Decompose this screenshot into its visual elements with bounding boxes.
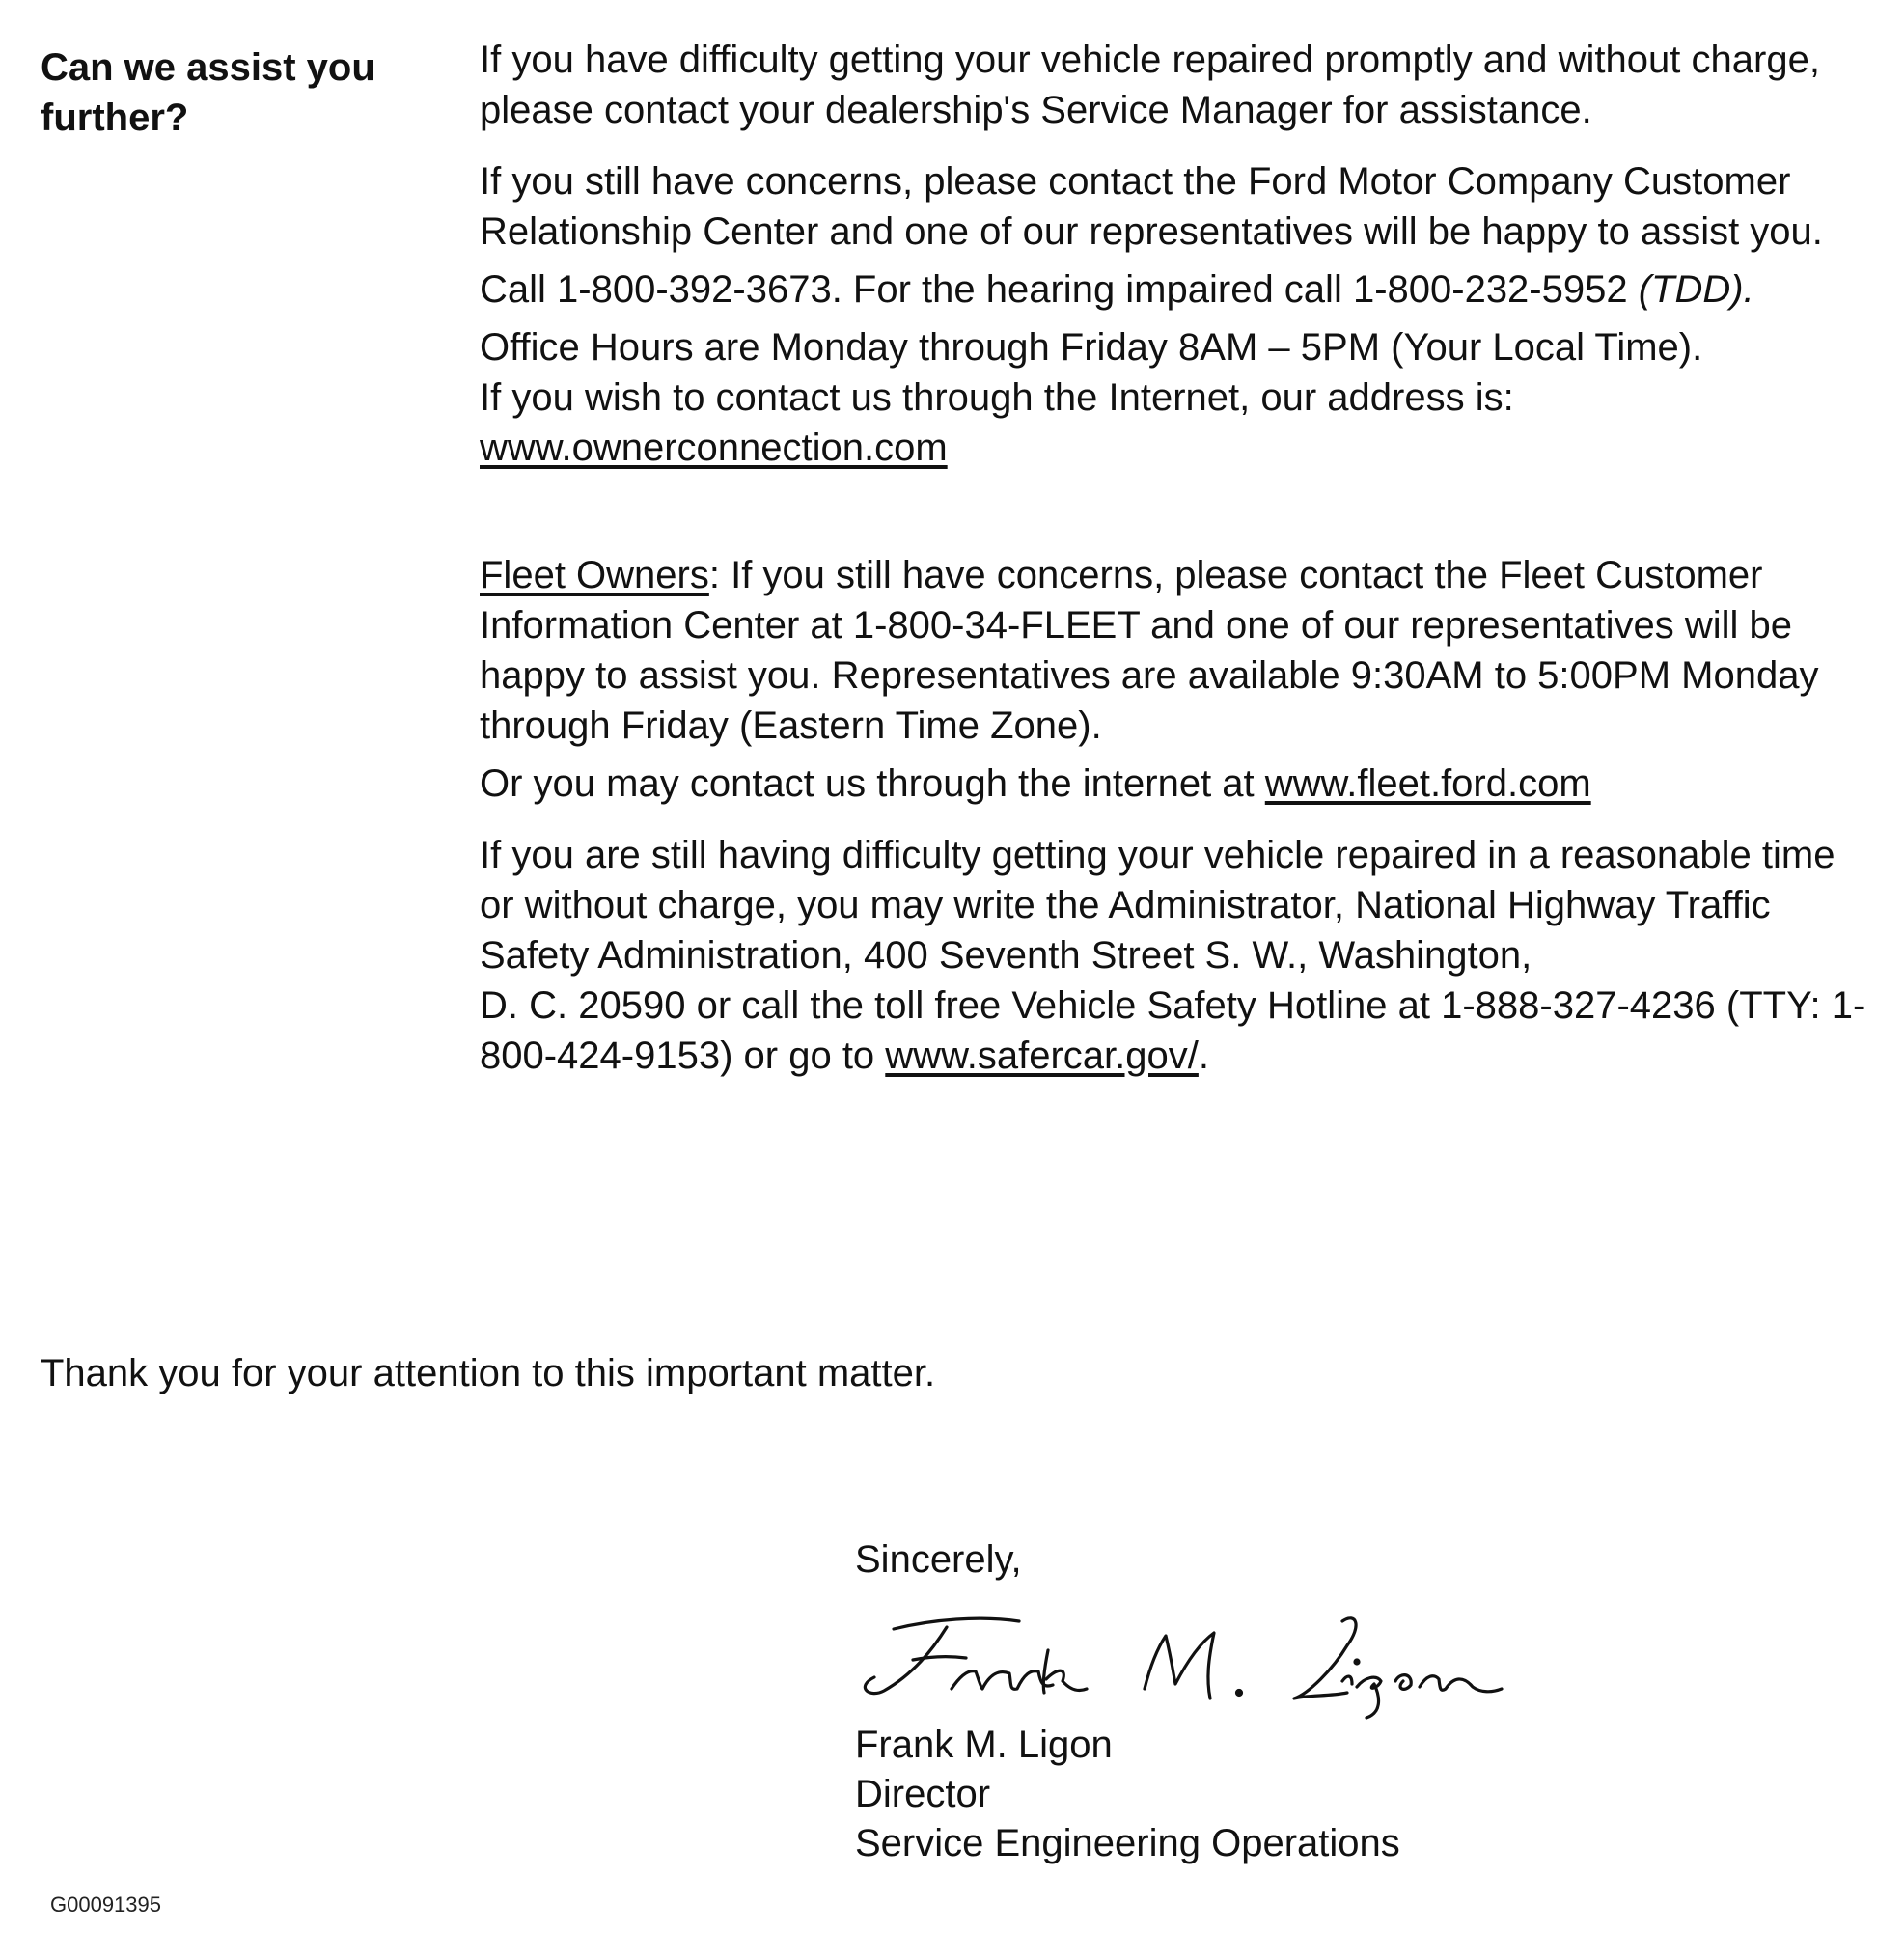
- signer-name: Frank M. Ligon: [855, 1724, 1113, 1766]
- letter-body: [480, 35, 1869, 1102]
- dealer-paragraph: If you have difficulty getting your vehicle repaired promptly and without charge, please contact your dealership's Service Manager for assistance.: [480, 39, 1820, 131]
- internet-address-text: If you wish to contact us through the Internet, our address is:: [480, 376, 1514, 419]
- nhtsa-address-text: If you are still having difficulty getting your vehicle repaired in a reasonable time or without charge, you may write the Administrator, National Highway Traffic Safety Administration, 400 Seventh Street S. W., Washington,: [480, 834, 1836, 977]
- phone-text: Call 1-800-392-3673. For the hearing impaired call 1-800-232-5952: [480, 268, 1639, 311]
- signer-department: Service Engineering Operations: [855, 1822, 1400, 1864]
- nhtsa-period: .: [1198, 1035, 1209, 1077]
- safercar-link[interactable]: www.safercar.gov/: [885, 1035, 1199, 1077]
- fleet-internet-text: Or you may contact us through the internet at: [480, 762, 1265, 805]
- fleet-paragraph: [480, 550, 1869, 751]
- thank-you-line: Thank you for your attention to this important matter.: [41, 1352, 936, 1394]
- fleet-internet-paragraph: [480, 759, 1869, 809]
- section-heading-line-2: further?: [41, 97, 189, 139]
- handwritten-signature: [855, 1592, 1511, 1727]
- customer-center-paragraph: If you still have concerns, please contact the Ford Motor Company Customer Relationship Center and one of our representatives will be happy to assist you.: [480, 160, 1823, 253]
- tdd-text: (TDD).: [1638, 268, 1754, 311]
- phone-paragraph: [480, 264, 1869, 315]
- fleet-owners-label: Fleet Owners: [480, 554, 709, 596]
- fleet-text: : If you still have concerns, please contact the Fleet Customer Information Center at 1-800-34-FLEET and one of our representatives will be happy to assist you. Representatives are available 9:30AM to 5:00PM Monday through Friday (Eastern Time Zone).: [480, 554, 1819, 747]
- signer-title: Director: [855, 1773, 991, 1815]
- section-heading-line-1: Can we assist you: [41, 46, 375, 89]
- office-hours-text: Office Hours are Monday through Friday 8AM – 5PM (Your Local Time).: [480, 326, 1703, 369]
- nhtsa-hotline-text: D. C. 20590 or call the toll free Vehicle Safety Hotline at 1-888-327-4236 (TTY: 1-800-424-9153) or go to: [480, 984, 1866, 1077]
- closing-salutation: Sincerely,: [855, 1538, 1022, 1581]
- fleet-ford-link[interactable]: www.fleet.ford.com: [1264, 762, 1591, 805]
- section-heading: [41, 42, 446, 143]
- office-hours-paragraph: [480, 322, 1869, 473]
- document-id: G00091395: [50, 1892, 161, 1917]
- ownerconnection-link[interactable]: www.ownerconnection.com: [480, 427, 948, 469]
- nhtsa-paragraph: [480, 830, 1869, 1081]
- signer-block: [855, 1721, 1400, 1868]
